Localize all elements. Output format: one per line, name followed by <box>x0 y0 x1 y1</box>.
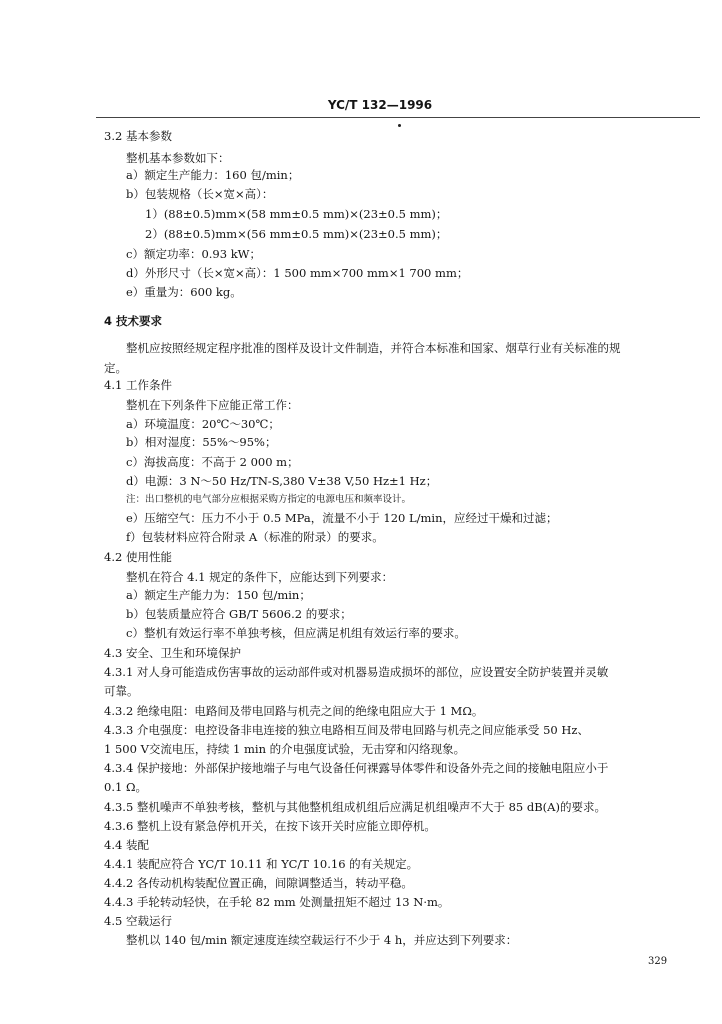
clause-line: 4.3.5 整机噪声不单独考核，整机与其他整机组成机组后应满足机组噪声不大于 85 dB(A)的要求。 <box>104 800 606 814</box>
clause-line: 4.3.3 介电强度：电控设备非电连接的独立电路相互间及带电回路与机壳之间应能承受 50 Hz、 <box>104 723 589 737</box>
list-item: e）重量为：600 kg。 <box>126 285 242 299</box>
clause-line: 4.3.1 对人身可能造成伤害事故的运动部件或对机器易造成损坏的部位，应设置安全防护装置并灵敏 <box>104 665 609 679</box>
section-4-4-heading: 4.4 装配 <box>104 838 149 852</box>
list-item: b）包装质量应符合 GB/T 5606.2 的要求； <box>126 607 352 621</box>
section-3-2-heading: 3.2 基本参数 <box>104 129 172 143</box>
list-item: d）外形尺寸（长×宽×高）：1 500 mm×700 mm×1 700 mm； <box>126 266 469 280</box>
clause-line: 4.3.4 保护接地：外部保护接地端子与电气设备任何裸露导体零件和设备外壳之间的接触电阻应小于 <box>104 761 609 775</box>
text-line: 整机在下列条件下应能正常工作： <box>126 398 299 412</box>
list-item: b）相对湿度：55%～95%； <box>126 435 277 449</box>
clause-line: 1 500 V交流电压，持续 1 min 的介电强度试验，无击穿和闪络现象。 <box>104 742 466 756</box>
list-item: a）额定生产能力：160 包/min； <box>126 168 300 182</box>
page-number: 329 <box>648 956 668 967</box>
text-line: 整机在符合 4.1 规定的条件下，应能达到下列要求： <box>126 570 394 584</box>
clause-line: 4.4.2 各传动机构装配位置正确，间隙调整适当，转动平稳。 <box>104 876 413 890</box>
list-item: a）环境温度：20℃～30℃； <box>126 417 280 431</box>
clause-line: 4.4.3 手轮转动轻快，在手轮 82 mm 处测量扭矩不超过 13 N·m。 <box>104 895 450 909</box>
section-4-2-heading: 4.2 使用性能 <box>104 550 172 564</box>
clause-line: 0.1 Ω。 <box>104 780 147 794</box>
list-item: b）包装规格（长×宽×高）： <box>126 187 274 201</box>
clause-line: 4.3.6 整机上设有紧急停机开关，在按下该开关时应能立即停机。 <box>104 819 436 833</box>
list-item: e）压缩空气：压力不小于 0.5 MPa，流量不小于 120 L/min，应经过干燥和过滤； <box>126 511 558 525</box>
section-4-heading: 4 技术要求 <box>104 314 163 328</box>
header-rule <box>96 117 700 118</box>
list-item: d）电源：3 N～50 Hz/TN-S,380 V±38 V,50 Hz±1 Hz； <box>126 474 438 488</box>
paragraph-line: 整机应按照经规定程序批准的图样及设计文件制造，并符合本标准和国家、烟草行业有关标准的规 <box>126 341 621 355</box>
list-subitem: 2）(88±0.5)mm×(56 mm±0.5 mm)×(23±0.5 mm)； <box>145 227 448 241</box>
clause-line: 4.3.2 绝缘电阻：电路间及带电回路与机壳之间的绝缘电阻应大于 1 MΩ。 <box>104 704 484 718</box>
paragraph-line: 定。 <box>104 361 127 375</box>
standard-code-header: YC/T 132—1996 <box>327 98 433 112</box>
clause-line: 4.4.1 装配应符合 YC/T 10.11 和 YC/T 10.16 的有关规定。 <box>104 857 419 871</box>
header-dot <box>398 124 401 127</box>
section-4-5-heading: 4.5 空载运行 <box>104 914 172 928</box>
section-4-1-heading: 4.1 工作条件 <box>104 378 172 392</box>
note-line: 注：出口整机的电气部分应根据采购方指定的电源电压和频率设计。 <box>126 494 412 505</box>
list-subitem: 1）(88±0.5)mm×(58 mm±0.5 mm)×(23±0.5 mm)； <box>145 207 448 221</box>
list-item: a）额定生产能力为：150 包/min； <box>126 588 311 602</box>
clause-line: 可靠。 <box>104 684 139 698</box>
list-item: c）海拔高度：不高于 2 000 m； <box>126 455 299 469</box>
text-line: 整机以 140 包/min 额定速度连续空载运行不少于 4 h，并应达到下列要求： <box>126 933 518 947</box>
section-4-3-heading: 4.3 安全、卫生和环境保护 <box>104 646 241 660</box>
list-item: f）包装材料应符合附录 A（标准的附录）的要求。 <box>126 530 384 544</box>
list-item: c）额定功率：0.93 kW； <box>126 247 261 261</box>
text-line: 整机基本参数如下： <box>126 151 230 165</box>
list-item: c）整机有效运行率不单独考核，但应满足机组有效运行率的要求。 <box>126 626 466 640</box>
